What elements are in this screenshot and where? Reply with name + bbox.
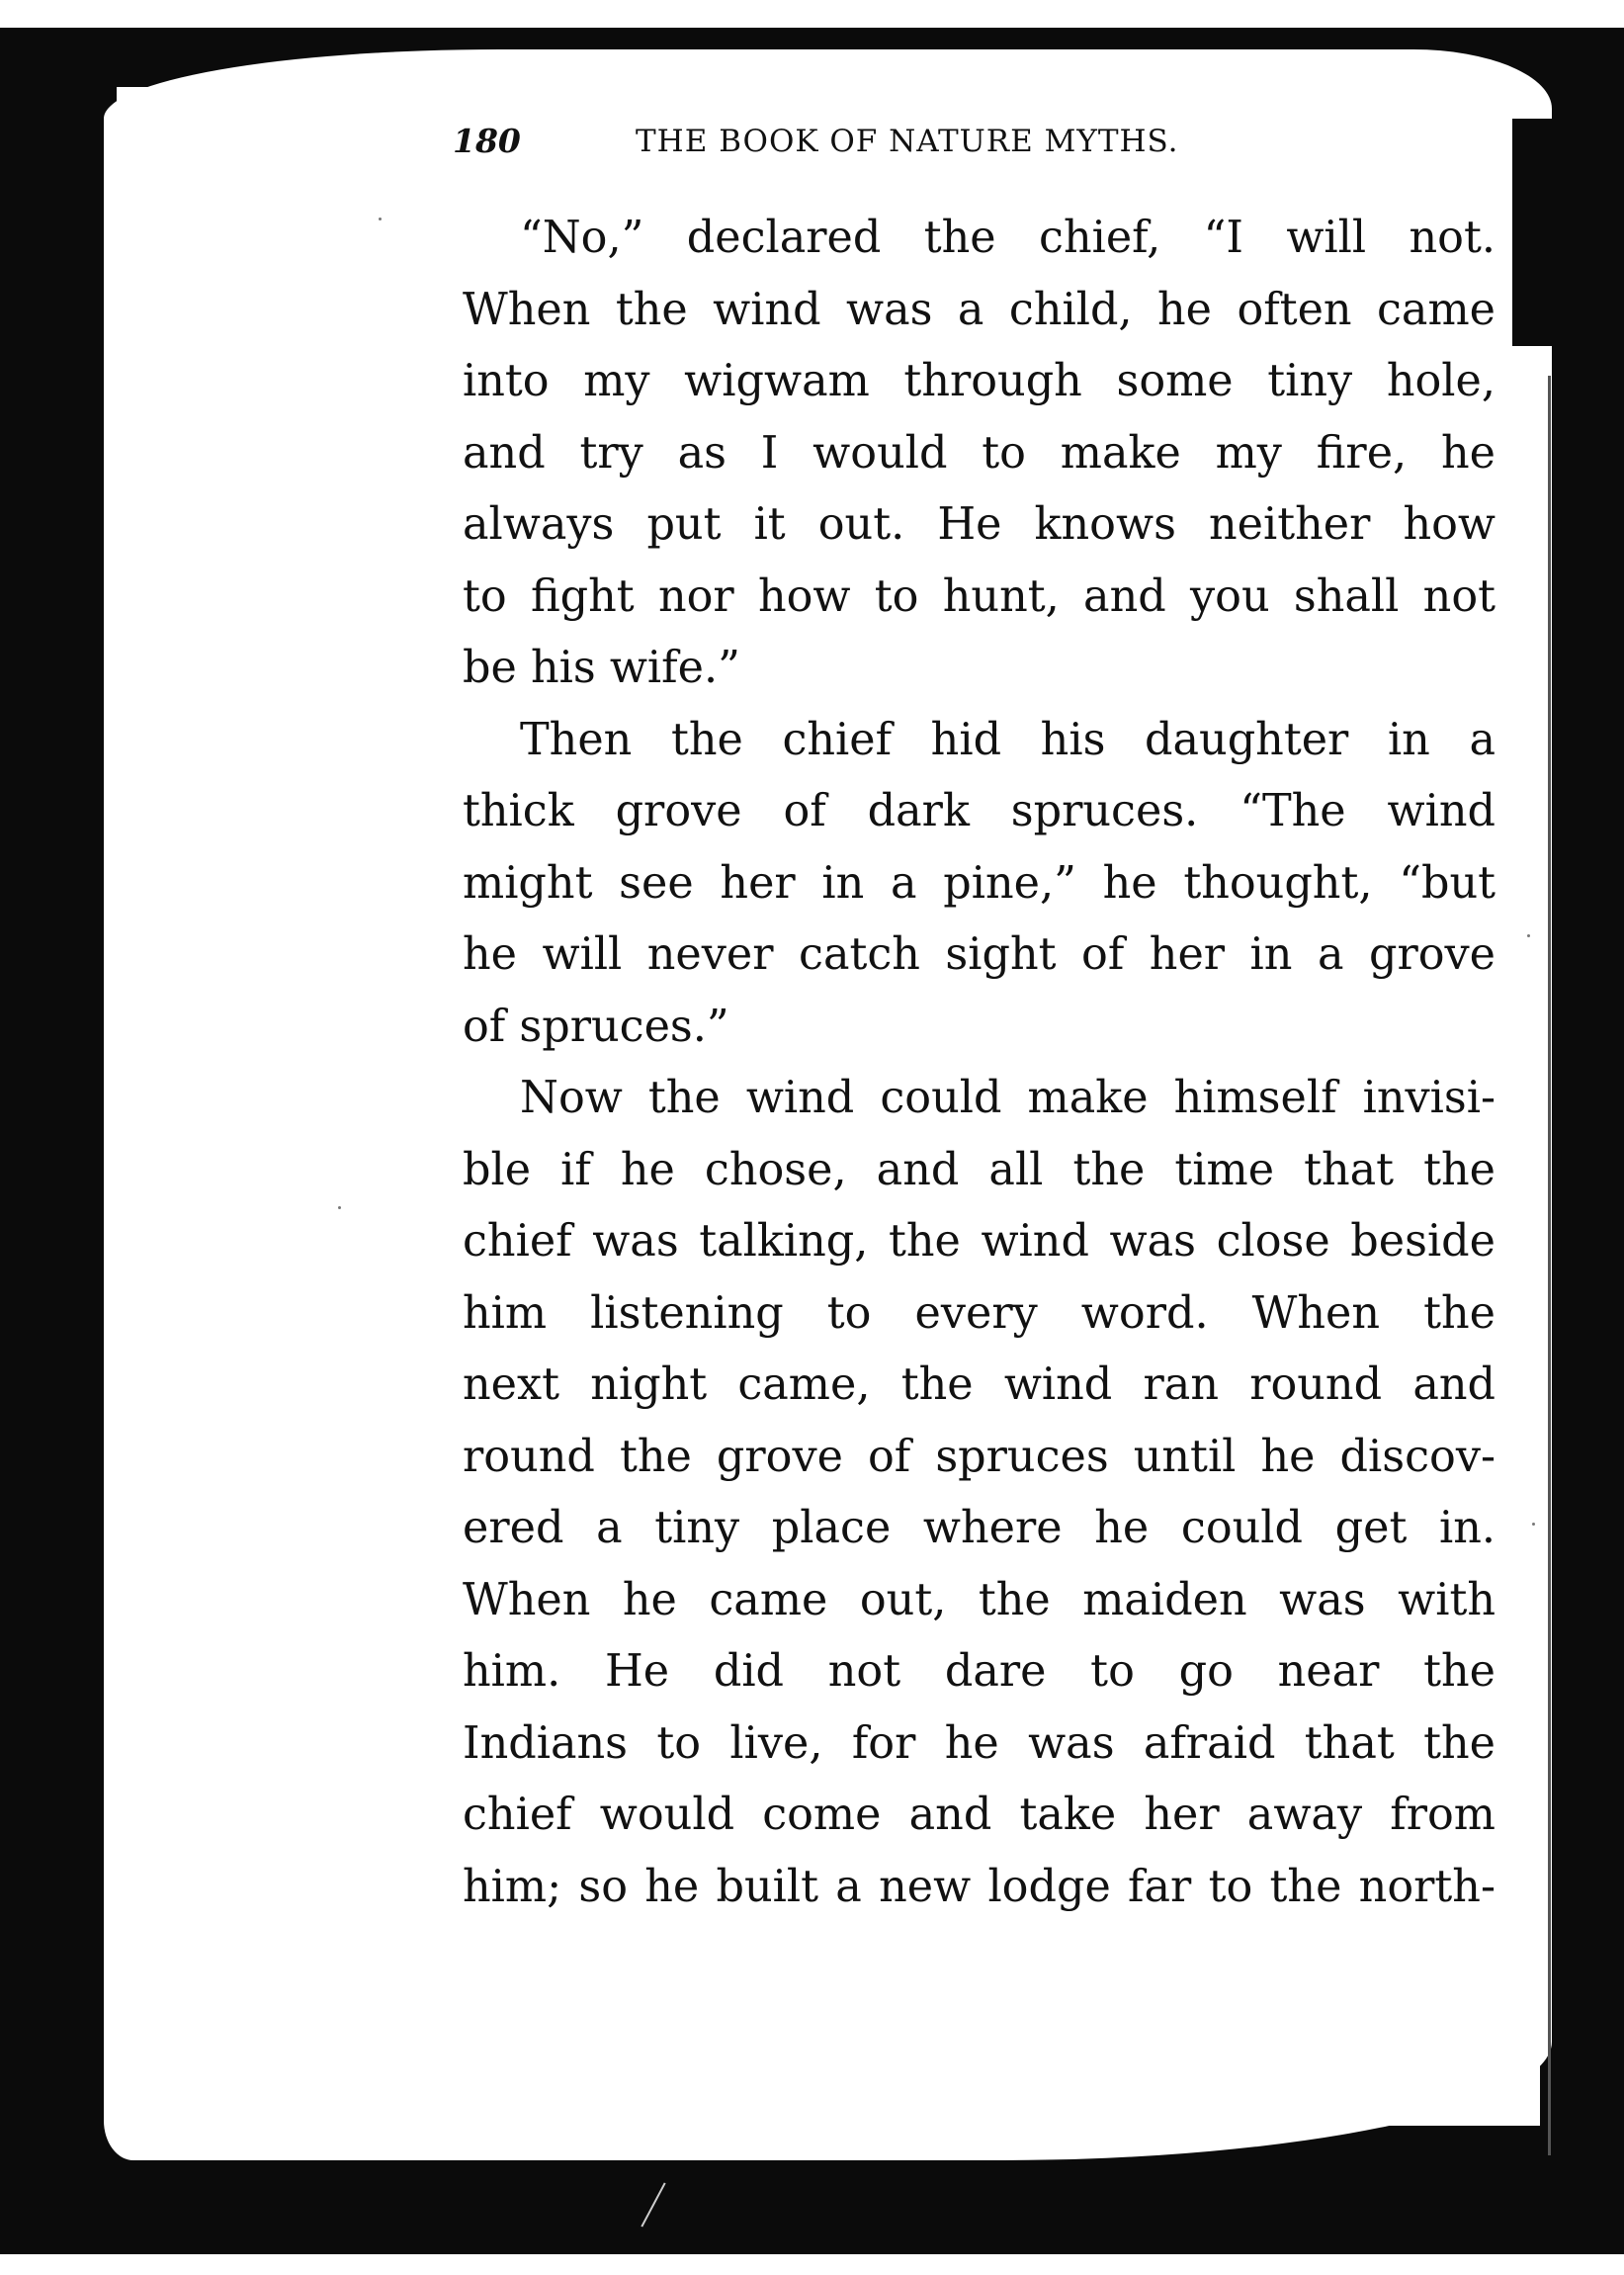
- text-line: round the grove of spruces until he discov-: [463, 1431, 1496, 1482]
- text-line: him. He did not dare to go near the: [463, 1646, 1496, 1697]
- text-line: “No,” declared the chief, “I will not.: [520, 213, 1496, 263]
- paragraph: [463, 1063, 1496, 1923]
- paragraph: [463, 203, 1496, 705]
- text-line: him listening to every word. When the: [463, 1287, 1496, 1339]
- text-line: him; so he built a new lodge far to the north-: [463, 1861, 1496, 1912]
- text-line: and try as I would to make my fire, he: [463, 427, 1496, 479]
- dust-speck: [1532, 1523, 1535, 1526]
- text-line: Then the chief hid his daughter in a: [520, 714, 1496, 765]
- paragraph: [463, 705, 1496, 1064]
- text-line: might see her in a pine,” he thought, “but: [463, 857, 1496, 909]
- binding-shadow: [1512, 119, 1552, 346]
- text-line: Indians to live, for he was afraid that the: [463, 1717, 1496, 1769]
- text-line: to fight nor how to hunt, and you shall not: [463, 570, 1496, 622]
- dust-speck: [338, 1206, 341, 1209]
- text-line: chief was talking, the wind was close beside: [463, 1216, 1496, 1267]
- text-line: into my wigwam through some tiny hole,: [463, 356, 1496, 406]
- running-title: THE BOOK OF NATURE MYTHS.: [636, 124, 1179, 159]
- text-line: ble if he chose, and all the time that the: [463, 1144, 1496, 1195]
- text-line: of spruces.”: [463, 1001, 729, 1052]
- dust-speck: [379, 218, 382, 220]
- text-line: When he came out, the maiden was with: [463, 1574, 1496, 1625]
- scan-border-left: [0, 30, 117, 2220]
- text-line: When the wind was a child, he often came: [463, 284, 1496, 335]
- page-number: 180: [453, 122, 521, 160]
- running-header: [453, 117, 1491, 166]
- text-line: always put it out. He knows neither how: [463, 499, 1496, 550]
- body-text: [463, 203, 1496, 1923]
- text-line: be his wife.”: [463, 643, 740, 693]
- scan-border-right: [1540, 28, 1624, 2254]
- text-line: thick grove of dark spruces. “The wind: [463, 786, 1496, 836]
- text-line: chief would come and take her away from: [463, 1790, 1496, 1840]
- text-line: he will never catch sight of her in a grove: [463, 929, 1496, 980]
- text-line: Now the wind could make himself invisi-: [520, 1073, 1496, 1123]
- dust-speck: [1527, 934, 1530, 937]
- text-line: ered a tiny place where he could get in.: [463, 1503, 1496, 1553]
- text-line: next night came, the wind ran round and: [463, 1359, 1496, 1410]
- page-edge-line: [1548, 376, 1551, 2155]
